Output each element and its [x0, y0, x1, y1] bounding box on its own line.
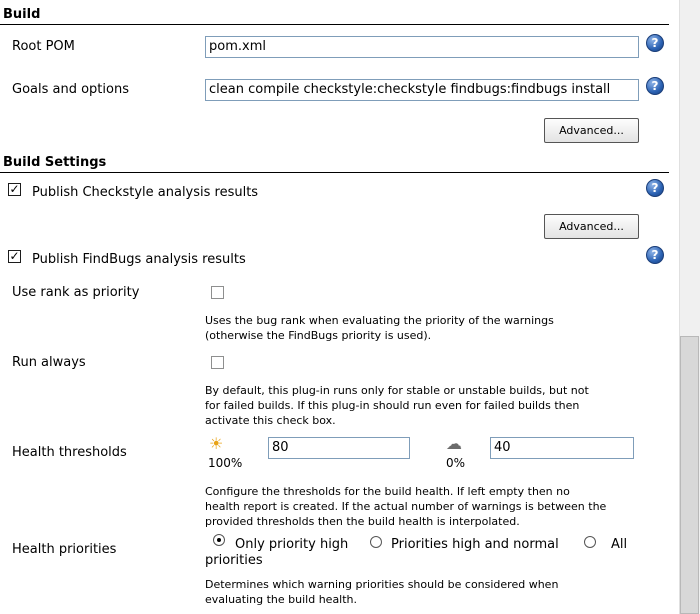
root-pom-help-icon[interactable]: ?: [646, 34, 664, 52]
goals-options-help-icon[interactable]: ?: [646, 77, 664, 95]
findbugs-label: Publish FindBugs analysis results: [32, 252, 246, 267]
root-pom-label: Root POM: [12, 39, 75, 54]
run-always-description-line: for failed builds. If this plug-in should run even for failed builds then: [205, 399, 580, 412]
use-rank-description-line: Uses the bug rank when evaluating the priority of the warnings: [205, 314, 554, 327]
priority-high-label: Only priority high: [235, 537, 349, 552]
build-section-divider: [0, 24, 669, 25]
run-always-checkbox[interactable]: [211, 356, 224, 369]
sunny-health-icon: ☀: [209, 434, 224, 453]
build-section-title: Build: [3, 7, 41, 22]
findbugs-help-icon[interactable]: ?: [646, 246, 664, 264]
goals-options-label: Goals and options: [12, 82, 129, 97]
checkstyle-label: Publish Checkstyle analysis results: [32, 185, 259, 200]
build-advanced-button[interactable]: Advanced...: [544, 118, 639, 143]
use-rank-description: [205, 313, 554, 343]
priority-all-radio[interactable]: [584, 536, 596, 548]
run-always-description-line: By default, this plug-in runs only for stable or unstable builds, but not: [205, 384, 589, 397]
use-rank-description-line: (otherwise the FindBugs priority is used).: [205, 329, 432, 342]
health-thresholds-label: Health thresholds: [12, 445, 127, 460]
scrollbar-thumb[interactable]: [680, 336, 699, 614]
health-100-input[interactable]: 80: [268, 437, 410, 459]
priority-high-normal-label: Priorities high and normal: [391, 537, 559, 552]
checkstyle-checkbox[interactable]: ✓: [9, 182, 20, 196]
health-priorities-description: [205, 577, 558, 607]
run-always-description: [205, 383, 589, 428]
health-thresholds-description: [205, 484, 606, 529]
build-settings-section-title: Build Settings: [3, 155, 107, 170]
priorities-description-line: evaluating the build health.: [205, 593, 358, 606]
health-0-input[interactable]: 40: [490, 437, 634, 459]
checkstyle-help-icon[interactable]: ?: [646, 179, 664, 197]
health-priorities-label: Health priorities: [12, 542, 117, 557]
root-pom-input[interactable]: pom.xml: [205, 36, 639, 58]
health-description-line: provided thresholds then the build health is interpolated.: [205, 515, 520, 528]
priority-all-label-continued: priorities: [205, 553, 263, 568]
priorities-description-line: Determines which warning priorities should be considered when: [205, 578, 559, 591]
use-rank-checkbox[interactable]: [211, 286, 224, 299]
health-description-line: health report is created. If the actual number of warnings is between the: [205, 500, 607, 513]
health-100-label: 100%: [208, 456, 243, 470]
health-0-label: 0%: [446, 456, 466, 470]
run-always-description-line: activate this check box.: [205, 414, 336, 427]
health-description-line: Configure the thresholds for the build health. If left empty then no: [205, 485, 570, 498]
build-settings-section-divider: [0, 172, 669, 173]
findbugs-checkbox[interactable]: ✓: [9, 249, 20, 263]
run-always-label: Run always: [12, 355, 86, 370]
goals-options-input[interactable]: clean compile checkstyle:checkstyle findbugs:findbugs install: [205, 79, 639, 101]
priority-all-label: All: [611, 537, 628, 552]
use-rank-label: Use rank as priority: [12, 285, 140, 300]
priority-high-radio[interactable]: [213, 534, 225, 546]
priority-high-normal-radio[interactable]: [370, 536, 382, 548]
stormy-health-icon: ☁: [446, 434, 462, 453]
checkstyle-advanced-button[interactable]: Advanced...: [544, 214, 639, 239]
